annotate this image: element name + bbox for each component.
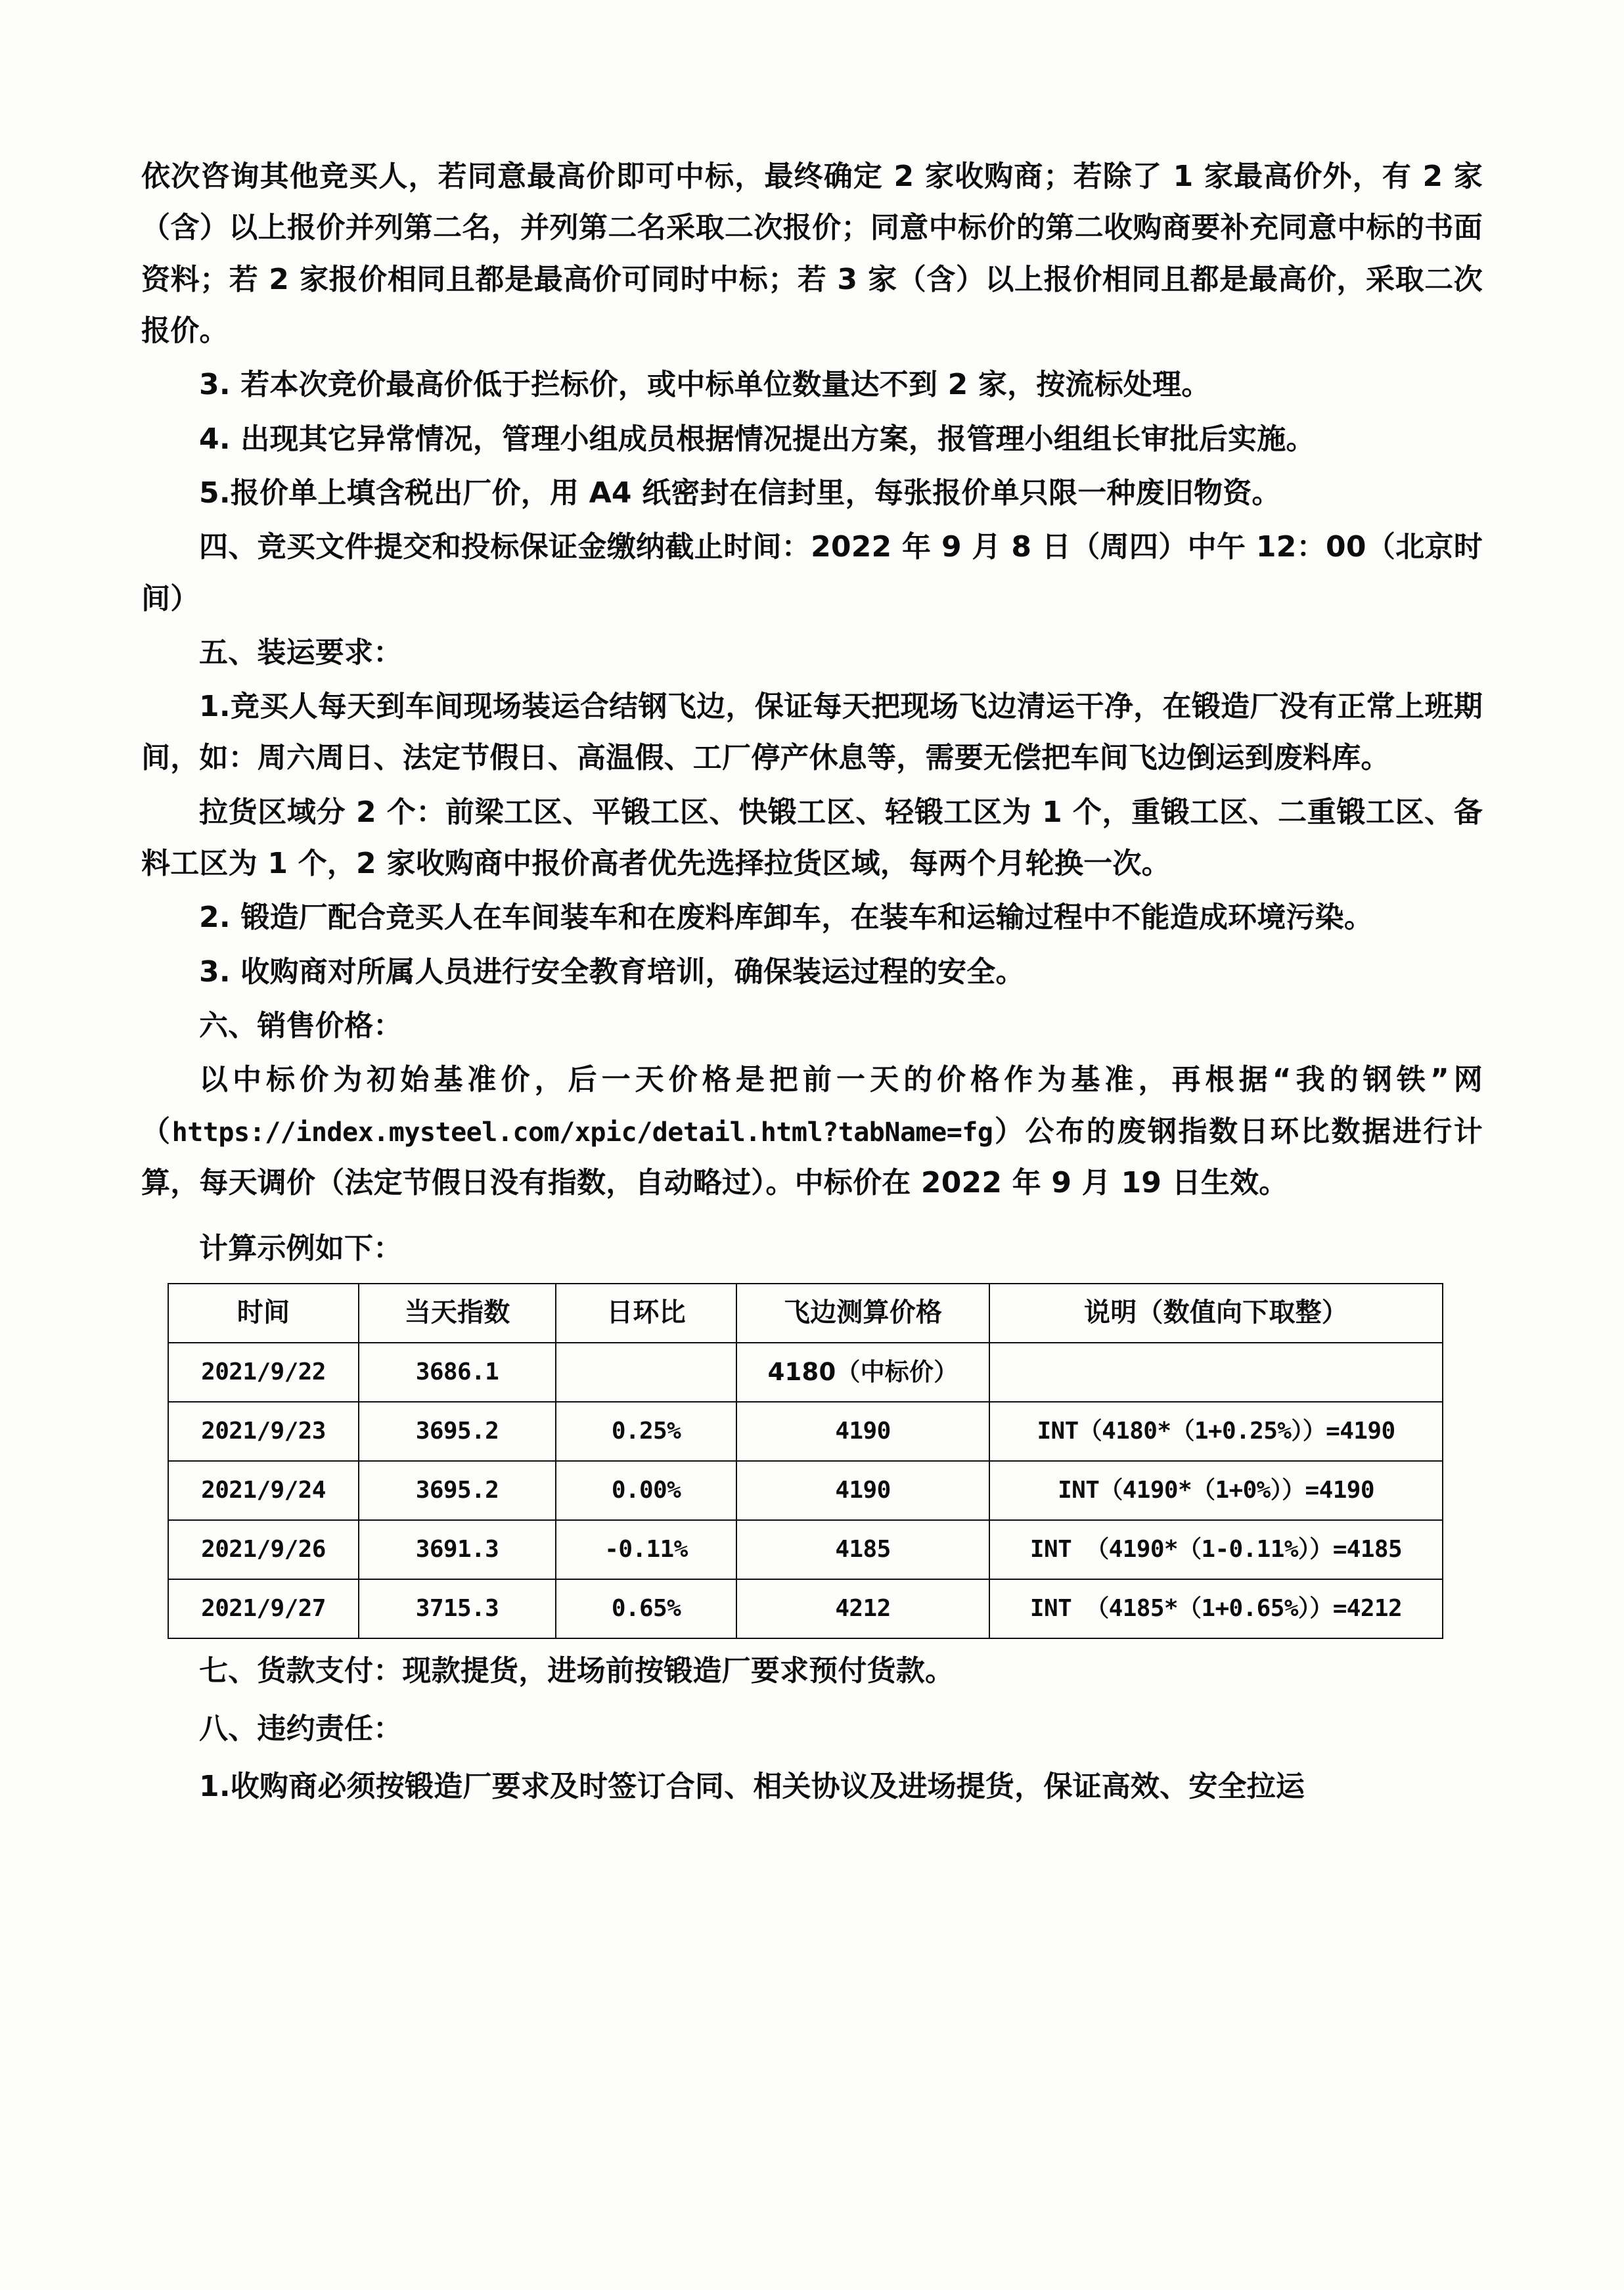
table-row [168,1461,1443,1520]
column-header-price: 飞边测算价格 [736,1284,989,1343]
cell-ratio: 0.25% [556,1402,736,1461]
cell-note: INT（4190*（1+0%））=4190 [989,1461,1443,1520]
cell-date: 2021/9/26 [168,1520,359,1579]
paragraph-pricing-rule [141,1054,1483,1209]
column-header-date: 时间 [168,1284,359,1343]
table-header-row [168,1284,1443,1343]
cell-note [989,1343,1443,1402]
post-table-section [141,1646,1483,1813]
pricing-text-part2: ）公布的废钢指数日环比数据进行计算，每天调价（法定节假日没有指数，自动略过）。中标价在 2022 年 9 月 19 日生效。 [141,1114,1483,1200]
table-row [168,1520,1443,1579]
cell-ratio: -0.11% [556,1520,736,1579]
column-header-ratio: 日环比 [556,1284,736,1343]
paragraph-liability-item-1: 1.收购商必须按锻造厂要求及时签订合同、相关协议及进场提货，保证高效、安全拉运 [199,1770,1305,1804]
table-caption: 计算示例如下： [199,1232,403,1266]
cell-note: INT （4190*（1-0.11%））=4185 [989,1520,1443,1579]
table-row [168,1343,1443,1402]
cell-price: 4212 [736,1579,989,1638]
document-body [141,151,1483,1813]
cell-date: 2021/9/22 [168,1343,359,1402]
paragraph-item-3: 3. 若本次竞价最高价低于拦标价，或中标单位数量达不到 2 家，按流标处理。 [199,368,1211,402]
paragraph-section-six-heading: 六、销售价格： [199,1009,403,1043]
paragraph-item-4: 4. 出现其它异常情况，管理小组成员根据情况提出方案，报管理小组组长审批后实施。 [199,422,1315,456]
cell-date: 2021/9/27 [168,1579,359,1638]
cell-price: 4185 [736,1520,989,1579]
cell-note: INT（4180*（1+0.25%））=4190 [989,1402,1443,1461]
price-calculation-table [168,1283,1443,1639]
pricing-text-part1: 以中标价为初始基准价，后一天价格是把前一天的价格作为基准，再根据“我的钢铁”网（ [141,1063,1483,1148]
cell-index: 3686.1 [359,1343,556,1402]
paragraph-bidding-rules: 依次咨询其他竞买人，若同意最高价即可中标，最终确定 2 家收购商；若除了 1 家最高价外，有 2 家（含）以上报价并列第二名，并列第二名采取二次报价；同意中标价的第二收购商要补充同意中标的书面资料；若 2 家报价相同且都是最高价可同时中标；若 3 家（含）以上报价相同且都是最高价，采取二次报价。 [141,160,1483,348]
cell-index: 3695.2 [359,1402,556,1461]
cell-ratio: 0.00% [556,1461,736,1520]
cell-index: 3691.3 [359,1520,556,1579]
cell-price: 4190 [736,1461,989,1520]
column-header-note: 说明（数值向下取整） [989,1284,1443,1343]
paragraph-loading-item-1: 1.竞买人每天到车间现场装运合结钢飞边，保证每天把现场飞边清运干净，在锻造厂没有正常上班期间，如：周六周日、法定节假日、高温假、工厂停产休息等，需要无偿把车间飞边倒运到废料库。 [141,690,1483,775]
cell-note: INT （4185*（1+0.65%））=4212 [989,1579,1443,1638]
cell-price: 4180（中标价） [736,1343,989,1402]
paragraph-loading-item-2: 2. 锻造厂配合竞买人在车间装车和在废料库卸车，在装车和运输过程中不能造成环境污染。 [199,901,1374,935]
cell-ratio [556,1343,736,1402]
paragraph-loading-item-3: 3. 收购商对所属人员进行安全教育培训，确保装运过程的安全。 [199,954,1025,989]
paragraph-section-five-heading: 五、装运要求： [199,635,403,669]
paragraph-item-5: 5.报价单上填含税出厂价，用 A4 纸密封在信封里，每张报价单只限一种废旧物资。 [199,476,1281,510]
cell-ratio: 0.65% [556,1579,736,1638]
cell-date: 2021/9/23 [168,1402,359,1461]
cell-index: 3715.3 [359,1579,556,1638]
cell-price: 4190 [736,1402,989,1461]
mysteel-index-url: https://index.mysteel.com/xpic/detail.html?tabName=fg [171,1117,993,1148]
paragraph-section-four-deadline: 四、竞买文件提交和投标保证金缴纳截止时间：2022 年 9 月 8 日（周四）中午 12：00（北京时间） [141,530,1483,616]
table-row [168,1579,1443,1638]
cell-index: 3695.2 [359,1461,556,1520]
cell-date: 2021/9/24 [168,1461,359,1520]
table-row [168,1402,1443,1461]
column-header-index: 当天指数 [359,1284,556,1343]
paragraph-section-seven-payment: 七、货款支付：现款提货，进场前按锻造厂要求预付货款。 [199,1653,955,1688]
paragraph-pickup-zones: 拉货区域分 2 个：前梁工区、平锻工区、快锻工区、轻锻工区为 1 个，重锻工区、二重锻工区、备料工区为 1 个，2 家收购商中报价高者优先选择拉货区域，每两个月轮换一次。 [141,795,1483,881]
paragraph-section-eight-heading: 八、违约责任： [199,1711,403,1745]
